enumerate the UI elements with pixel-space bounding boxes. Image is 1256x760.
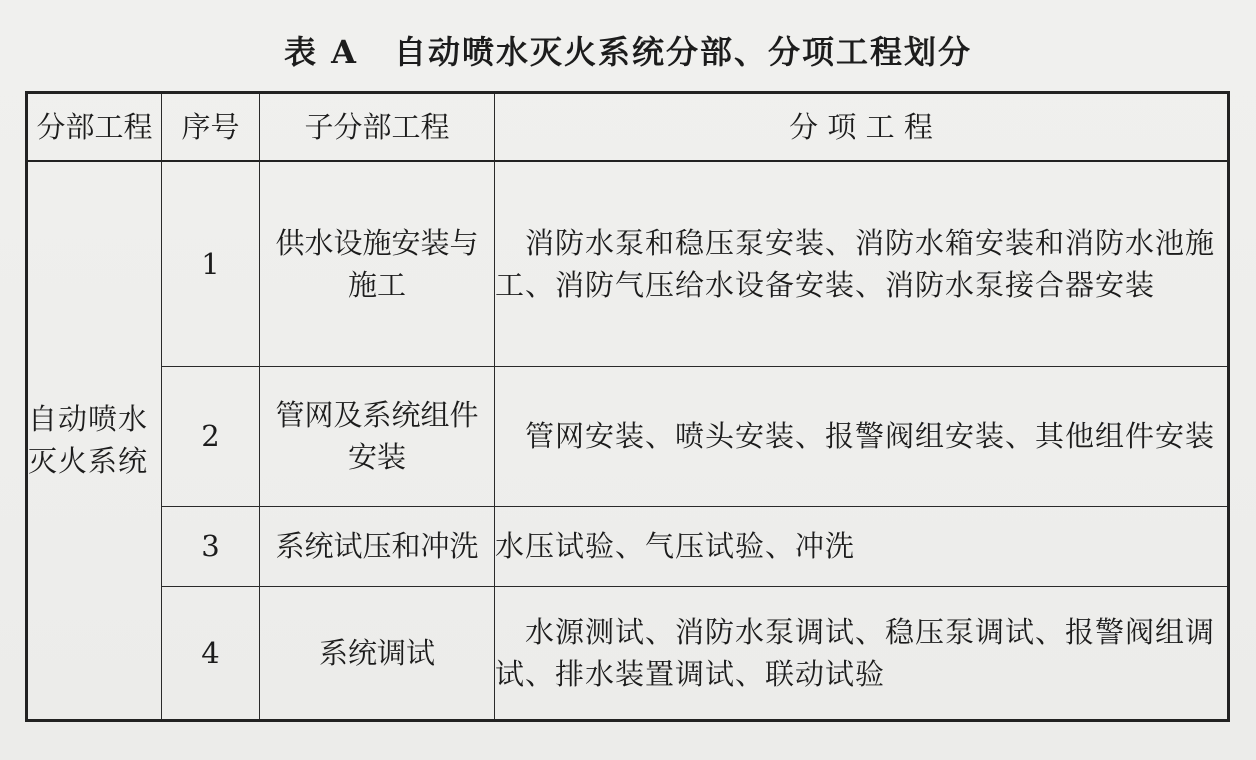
- subdivision-text: 管网及系统组件安装: [275, 398, 479, 474]
- table-title-text: 自动喷水灭火系统分部、分项工程划分: [393, 33, 972, 71]
- subdivision-cell: [260, 161, 495, 366]
- row-number: 4: [162, 586, 260, 720]
- division-text: 自动喷水灭火系统: [28, 402, 149, 479]
- items-text: 消防水泵和稳压泵安装、消防水箱安装和消防水池施工、消防气压给水设备安装、消防水泵接合器安装: [495, 225, 1216, 302]
- table-title-label: 表 A: [284, 33, 358, 71]
- table-row: [27, 586, 1229, 720]
- header-number: 序号: [162, 93, 260, 162]
- table-title: [0, 30, 1256, 74]
- table-row: [27, 366, 1229, 506]
- items-text: 水压试验、气压试验、冲洗: [495, 529, 856, 563]
- subdivision-cell: [260, 586, 495, 720]
- header-items: 分 项 工 程: [495, 93, 1229, 162]
- table-row: [27, 506, 1229, 586]
- subdivision-cell: [260, 506, 495, 586]
- items-text: 水源测试、消防水泵调试、稳压泵调试、报警阀组调试、排水装置调试、联动试验: [495, 614, 1216, 691]
- table-row: [27, 161, 1229, 366]
- items-cell: [495, 366, 1229, 506]
- table-header-row: [27, 93, 1229, 162]
- division-table: [25, 91, 1230, 722]
- header-subdivision: 子分部工程: [260, 93, 495, 162]
- row-number: 3: [162, 506, 260, 586]
- subdivision-cell: [260, 366, 495, 506]
- row-number: 1: [162, 161, 260, 366]
- subdivision-text: 供水设施安装与施工: [275, 225, 479, 302]
- subdivision-text: 系统试压和冲洗: [275, 529, 479, 563]
- header-division: 分部工程: [27, 93, 162, 162]
- row-number: 2: [162, 366, 260, 506]
- items-text: 管网安装、喷头安装、报警阀组安装、其他组件安装: [525, 419, 1216, 453]
- subdivision-text: 系统调试: [318, 635, 435, 670]
- items-cell: [495, 506, 1229, 586]
- items-cell: [495, 161, 1229, 366]
- items-cell: [495, 586, 1229, 720]
- division-cell: [27, 161, 162, 720]
